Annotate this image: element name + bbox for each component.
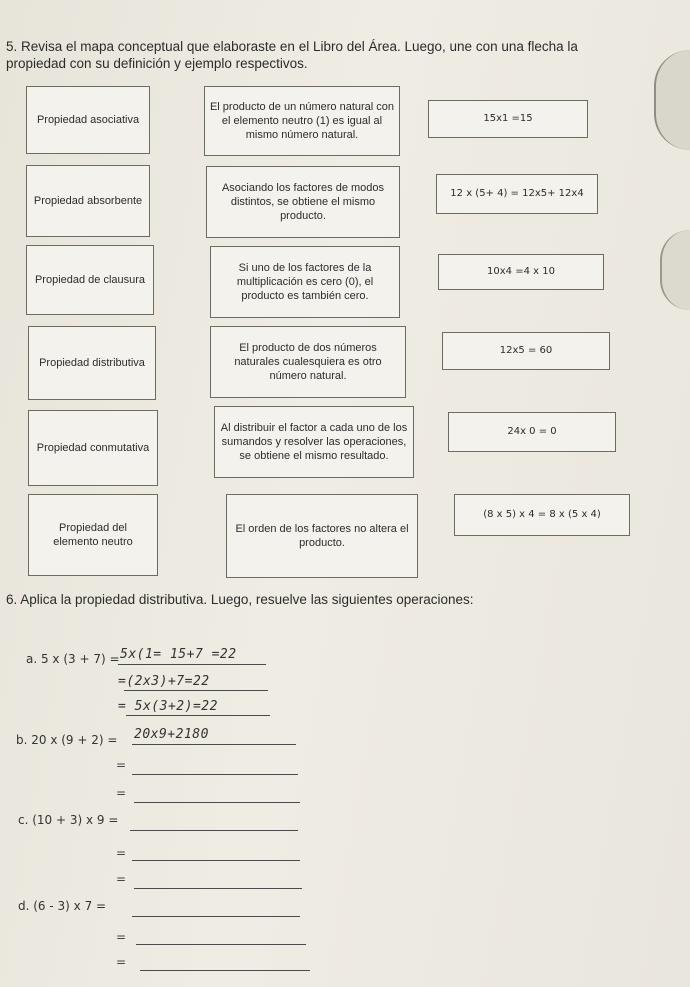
answer-line[interactable] xyxy=(132,860,300,861)
equals-sign: = xyxy=(116,955,127,969)
property-label: Propiedad distributiva xyxy=(39,357,145,369)
exercise-a-label: a. 5 x (3 + 7) = xyxy=(26,652,120,666)
example-box[interactable] xyxy=(436,174,598,214)
answer-line[interactable] xyxy=(136,944,306,945)
property-label: Propiedad del elemento neutro xyxy=(53,522,133,548)
equals-sign: = xyxy=(116,786,127,800)
property-box[interactable] xyxy=(28,410,158,486)
answer-text: = 5x(3+2)=22 xyxy=(118,699,218,714)
property-box[interactable] xyxy=(28,326,156,400)
answer-line[interactable] xyxy=(130,830,298,831)
definition-text: Asociando los factores de modos distintos, se obtiene el mismo producto. xyxy=(221,182,385,222)
exercise-c-label: c. (10 + 3) x 9 = xyxy=(18,813,119,827)
definition-text: Si uno de los factores de la multiplicación es cero (0), el producto es también cero. xyxy=(236,262,374,302)
question-6-text: 6. Aplica la propiedad distributiva. Luego, resuelve las siguientes operaciones: xyxy=(6,592,474,607)
answer-line[interactable] xyxy=(118,664,266,665)
property-box[interactable] xyxy=(26,245,154,315)
answer-line[interactable] xyxy=(134,802,300,803)
definition-box[interactable] xyxy=(210,246,400,318)
definition-text: El producto de un número natural con el elemento neutro (1) es igual al mismo número natural. xyxy=(209,101,395,141)
answer-line[interactable] xyxy=(134,888,302,889)
property-label: Propiedad asociativa xyxy=(36,114,140,126)
example-box[interactable] xyxy=(454,494,630,536)
question-5-text: 5. Revisa el mapa conceptual que elaboraste en el Libro del Área. Luego, une con una flecha la propiedad con su definición y ejemplo respectivos. xyxy=(6,39,578,71)
example-box[interactable] xyxy=(442,332,610,370)
definition-box[interactable] xyxy=(204,86,400,156)
answer-line[interactable] xyxy=(126,715,270,716)
equals-sign: = xyxy=(116,758,127,772)
definition-text: Al distribuir el factor a cada uno de los sumandos y resolver las operaciones, se obtiene el mismo resultado. xyxy=(220,422,408,462)
definition-box[interactable] xyxy=(206,166,400,238)
example-text: 12 x (5+ 4) = 12x5+ 12x4 xyxy=(450,188,584,199)
definition-box[interactable] xyxy=(214,406,414,478)
answer-line[interactable] xyxy=(132,774,298,775)
property-label: Propiedad conmutativa xyxy=(36,442,150,454)
definition-text: El orden de los factores no altera el producto. xyxy=(235,523,409,549)
answer-text: 20x9+2180 xyxy=(134,727,209,742)
property-box[interactable] xyxy=(26,86,150,154)
example-text: 15x1 =15 xyxy=(483,113,533,124)
property-box[interactable] xyxy=(28,494,158,576)
example-text: (8 x 5) x 4 = 8 x (5 x 4) xyxy=(483,509,601,520)
answer-line[interactable] xyxy=(132,744,296,745)
definition-box[interactable] xyxy=(226,494,418,578)
answer-line[interactable] xyxy=(132,916,300,917)
example-text: 24x 0 = 0 xyxy=(507,426,557,437)
property-box[interactable] xyxy=(26,165,150,237)
example-text: 10x4 =4 x 10 xyxy=(487,266,555,277)
equals-sign: = xyxy=(116,872,127,886)
answer-line[interactable] xyxy=(124,690,268,691)
exercise-b-label: b. 20 x (9 + 2) = xyxy=(16,733,118,747)
equals-sign: = xyxy=(116,846,127,860)
property-label: Propiedad de clausura xyxy=(34,274,146,286)
property-label: Propiedad absorbente xyxy=(33,195,143,207)
answer-text: 5x(1= 15+7 =22 xyxy=(120,647,237,662)
example-box[interactable] xyxy=(428,100,588,138)
answer-line[interactable] xyxy=(140,970,310,971)
answer-text: =(2x3)+7=22 xyxy=(118,674,210,689)
example-box[interactable] xyxy=(448,412,616,452)
exercise-d-label: d. (6 - 3) x 7 = xyxy=(18,899,107,913)
example-text: 12x5 = 60 xyxy=(499,345,553,356)
definition-text: El producto de dos números naturales cualesquiera es otro número natural. xyxy=(234,342,382,382)
example-box[interactable] xyxy=(438,254,604,290)
definition-box[interactable] xyxy=(210,326,406,398)
equals-sign: = xyxy=(116,930,127,944)
